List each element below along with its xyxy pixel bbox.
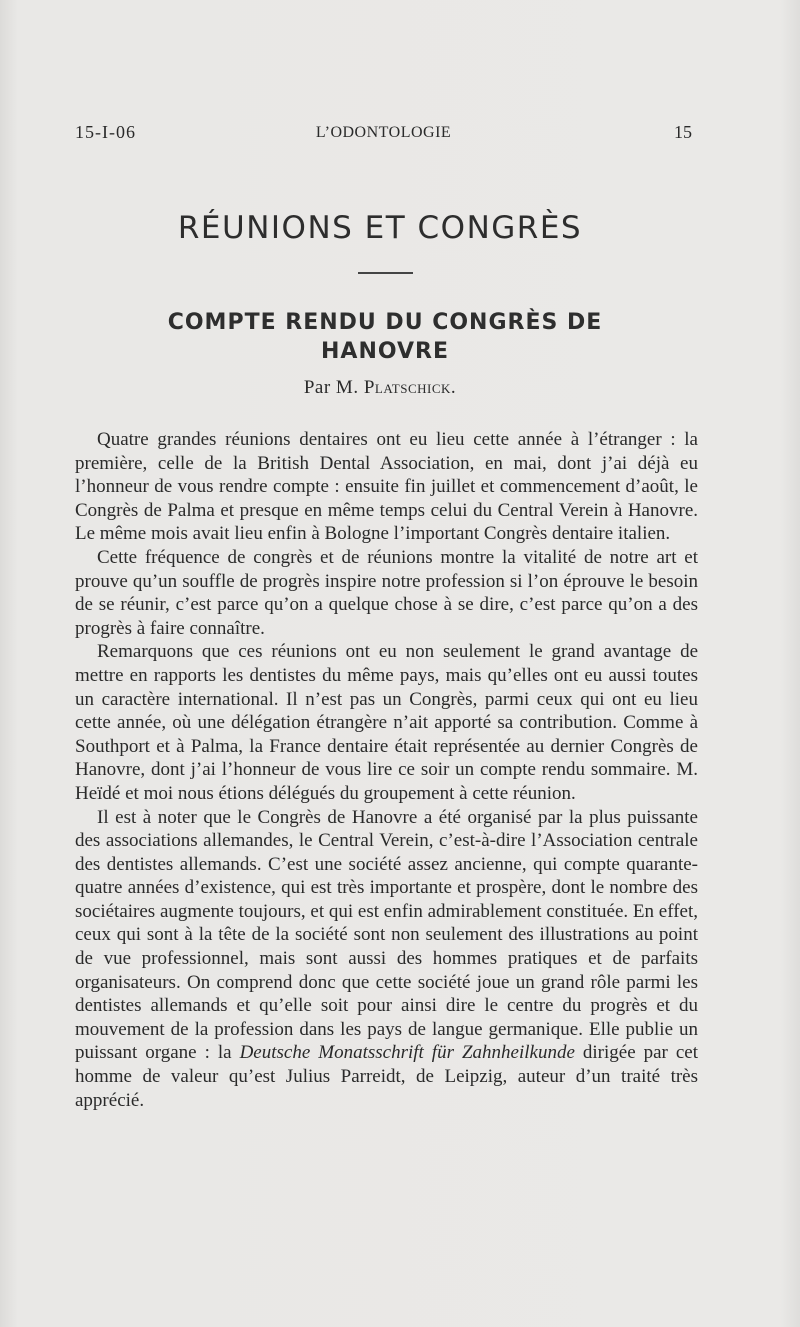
article-body	[75, 428, 698, 1112]
running-header	[75, 122, 692, 152]
paragraph-text: dirigée par cet homme de valeur qu’est Julius Parreidt, de Leipzig, auteur d’un traité très apprécié.	[75, 1042, 699, 1111]
paragraph: Cette fréquence de congrès et de réunions montre la vitalité de notre art et prouve qu’un souffle de progrès inspire notre profession si l’on éprouve le besoin de se réunir, c’est parce qu’on a quelque chose à se dire, c’est parce qu’on a des progrès à faire connaître.	[75, 546, 698, 639]
paragraph: Remarquons que ces réunions ont eu non seulement le grand avantage de mettre en rapports les dentistes du même pays, mais qu’elles ont eu aussi toutes un caractère international. Il n’est pas un Congrès, parmi ceux qui ont eu lieu cette année, où une délégation étrangère n’ait apporté sa contribution. Comme à Southport et à Palma, la France dentaire était représentée au dernier Congrès de Hanovre, dont j’ai l’honneur de vous lire ce soir un compte rendu sommaire. M. Heïdé et moi nous étions délégués du groupement à cette réunion.	[75, 641, 698, 804]
article-title: COMPTE RENDU DU CONGRÈS DE HANOVRE	[167, 310, 603, 364]
title-divider	[358, 272, 413, 274]
paragraph: Quatre grandes réunions dentaires ont eu lieu cette année à l’étranger : la première, celle de la British Dental Association, en mai, dont j’ai déjà eu l’honneur de vous rendre compte : ensuite fin juillet et commencement d’août, le Congrès de Palma et presque en même temps celui du Central Verein à Hanovre. Le même mois avait lieu enfin à Bologne l’important Congrès dentaire italien.	[75, 429, 698, 545]
byline-prefix: Par M.	[303, 377, 364, 398]
issue-date: 15-I-06	[75, 122, 136, 142]
byline-author: Platschick.	[363, 377, 457, 398]
journal-name: L’ODONTOLOGIE	[315, 124, 452, 141]
page-number: 15	[674, 122, 692, 142]
publication-title: Deutsche Monatsschrift für Zahnheilkunde	[239, 1042, 575, 1064]
byline	[0, 377, 760, 399]
paragraph-text: Il est à noter que le Congrès de Hanovre a été organisé par la plus puissante des associations allemandes, le Central Verein, c’est-à-dire l’Association centrale des dentistes allemands. C’est une société assez ancienne, qui compte quarante-quatre années d’existence, qui est très importante et prospère, dont le nombre des sociétaires augmente toujours, et qui est enfin admirablement constituée. En effet, ceux qui sont à la tête de la société sont non seulement des illustrations au point de vue professionnel, mais sont aussi des hommes pratiques et de parfaits organisateurs. On comprend donc que cette société joue un grand rôle parmi les dentistes allemands et qu’elle soit pour ainsi dire le centre du progrès et du mouvement de la profession dans les pays de langue germanique. Elle publie un puissant organe : la	[75, 806, 698, 1064]
paragraph	[75, 806, 698, 1113]
section-title: RÉUNIONS ET CONGRÈS	[177, 210, 583, 246]
